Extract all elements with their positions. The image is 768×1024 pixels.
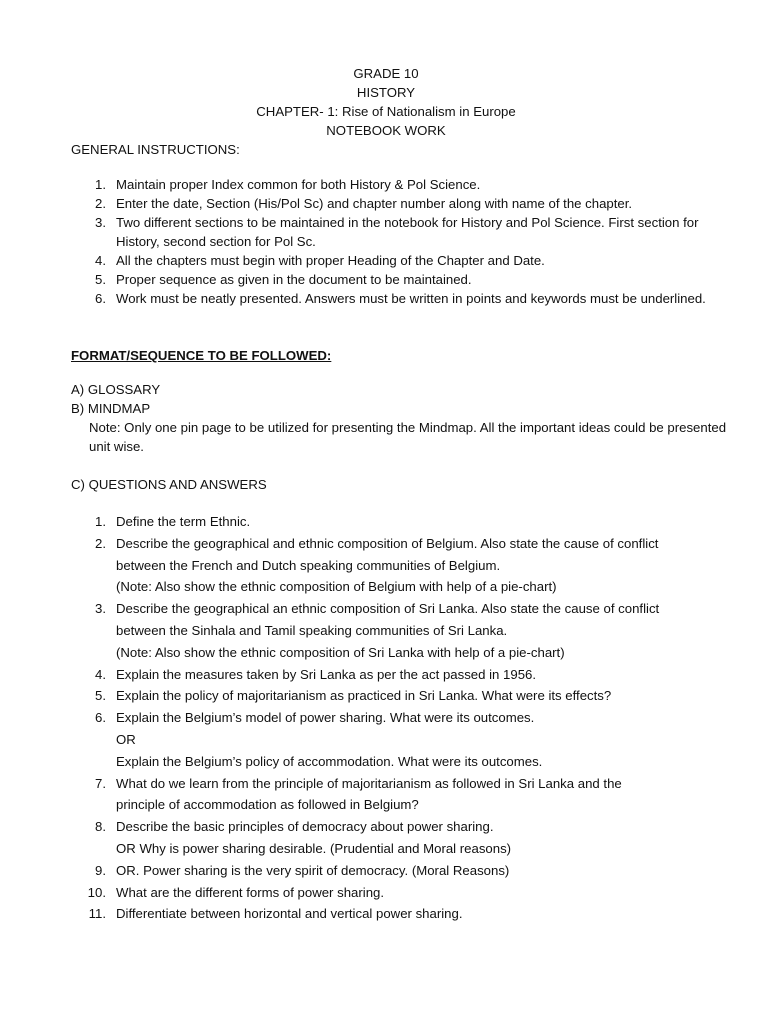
general-instructions-heading: GENERAL INSTRUCTIONS:	[71, 142, 240, 157]
question-line: between the Sinhala and Tamil speaking communities of Sri Lanka.	[116, 622, 508, 638]
question-line: OR	[116, 731, 136, 747]
general-instructions-list	[71, 175, 721, 308]
instruction-number: 3.	[95, 215, 106, 230]
instruction-text: Two different sections to be maintained in the notebook for History and Pol Science. First section for History, second section for Pol Sc.	[116, 215, 699, 249]
question-item	[71, 664, 721, 686]
question-item	[71, 860, 721, 882]
instruction-number: 1.	[95, 177, 106, 192]
question-item	[71, 882, 721, 904]
question-line: Explain the policy of majoritarianism as practiced in Sri Lanka. What were its effects?	[116, 688, 612, 704]
instruction-number: 2.	[95, 196, 106, 211]
instruction-number: 4.	[95, 253, 106, 268]
instruction-item	[71, 270, 721, 289]
instruction-item	[71, 289, 721, 308]
instruction-text: Maintain proper Index common for both History & Pol Science.	[116, 177, 481, 192]
question-line: Describe the geographical and ethnic composition of Belgium. Also state the cause of conflict	[116, 535, 659, 551]
question-number: 5.	[95, 688, 106, 704]
question-number: 9.	[95, 862, 106, 878]
instruction-item	[71, 213, 721, 251]
question-line: between the French and Dutch speaking communities of Belgium.	[116, 557, 501, 573]
qa-heading: C) QUESTIONS AND ANSWERS	[71, 477, 267, 492]
mindmap-note: Note: Only one pin page to be utilized for presenting the Mindmap. All the important ideas could be presented unit wise.	[89, 420, 727, 454]
question-line: Differentiate between horizontal and vertical power sharing.	[116, 906, 463, 922]
question-number: 7.	[95, 775, 106, 791]
work-title: NOTEBOOK WORK	[326, 123, 446, 138]
question-item	[71, 598, 721, 663]
subject-title: HISTORY	[356, 85, 416, 100]
question-number: 3.	[95, 601, 106, 617]
instruction-text: Work must be neatly presented. Answers must be written in points and keywords must be underlined.	[116, 291, 706, 306]
question-line: principle of accommodation as followed in Belgium?	[116, 797, 419, 813]
question-line: What do we learn from the principle of majoritarianism as followed in Sri Lanka and the	[116, 775, 622, 791]
question-line: (Note: Also show the ethnic composition of Sri Lanka with help of a pie-chart)	[116, 644, 565, 660]
question-line: Explain the Belgium’s model of power sharing. What were its outcomes.	[116, 710, 535, 726]
glossary-label: A) GLOSSARY	[71, 382, 161, 397]
question-item	[71, 903, 721, 925]
question-number: 4.	[95, 666, 106, 682]
question-item	[71, 511, 721, 533]
instruction-text: All the chapters must begin with proper Heading of the Chapter and Date.	[116, 253, 545, 268]
instruction-text: Enter the date, Section (His/Pol Sc) and chapter number along with name of the chapter.	[116, 196, 633, 211]
question-item	[71, 533, 721, 598]
instruction-number: 5.	[95, 272, 106, 287]
instruction-number: 6.	[95, 291, 106, 306]
chapter-title: CHAPTER- 1: Rise of Nationalism in Europe	[256, 104, 516, 119]
question-line: Explain the measures taken by Sri Lanka as per the act passed in 1956.	[116, 666, 537, 682]
instruction-item	[71, 251, 721, 270]
question-number: 1.	[95, 514, 106, 529]
question-item	[71, 816, 721, 860]
format-heading: FORMAT/SEQUENCE TO BE FOLLOWED:	[71, 348, 332, 363]
question-item	[71, 773, 721, 817]
mindmap-label: B) MINDMAP	[71, 401, 151, 416]
question-number: 10.	[87, 884, 106, 900]
instruction-text: Proper sequence as given in the document to be maintained.	[116, 272, 472, 287]
question-line: (Note: Also show the ethnic composition of Belgium with help of a pie-chart)	[116, 579, 557, 595]
instruction-item	[71, 194, 721, 213]
question-line: Describe the geographical an ethnic composition of Sri Lanka. Also state the cause of conflict	[116, 601, 660, 617]
question-number: 2.	[95, 535, 106, 551]
question-number: 8.	[95, 819, 106, 835]
question-line: OR Why is power sharing desirable. (Prudential and Moral reasons)	[116, 840, 512, 856]
questions-list	[71, 511, 721, 925]
question-line: Explain the Belgium’s policy of accommodation. What were its outcomes.	[116, 753, 543, 769]
question-line: Define the term Ethnic.	[116, 514, 251, 529]
question-number: 6.	[95, 710, 106, 726]
question-line: OR. Power sharing is the very spirit of democracy. (Moral Reasons)	[116, 862, 510, 878]
question-number: 11.	[88, 906, 106, 922]
question-item	[71, 685, 721, 707]
question-line: What are the different forms of power sharing.	[116, 884, 385, 900]
question-line: Describe the basic principles of democracy about power sharing.	[116, 819, 494, 835]
document-header	[0, 64, 768, 140]
grade-title: GRADE 10	[353, 66, 419, 81]
question-item	[71, 707, 721, 772]
instruction-item	[71, 175, 721, 194]
